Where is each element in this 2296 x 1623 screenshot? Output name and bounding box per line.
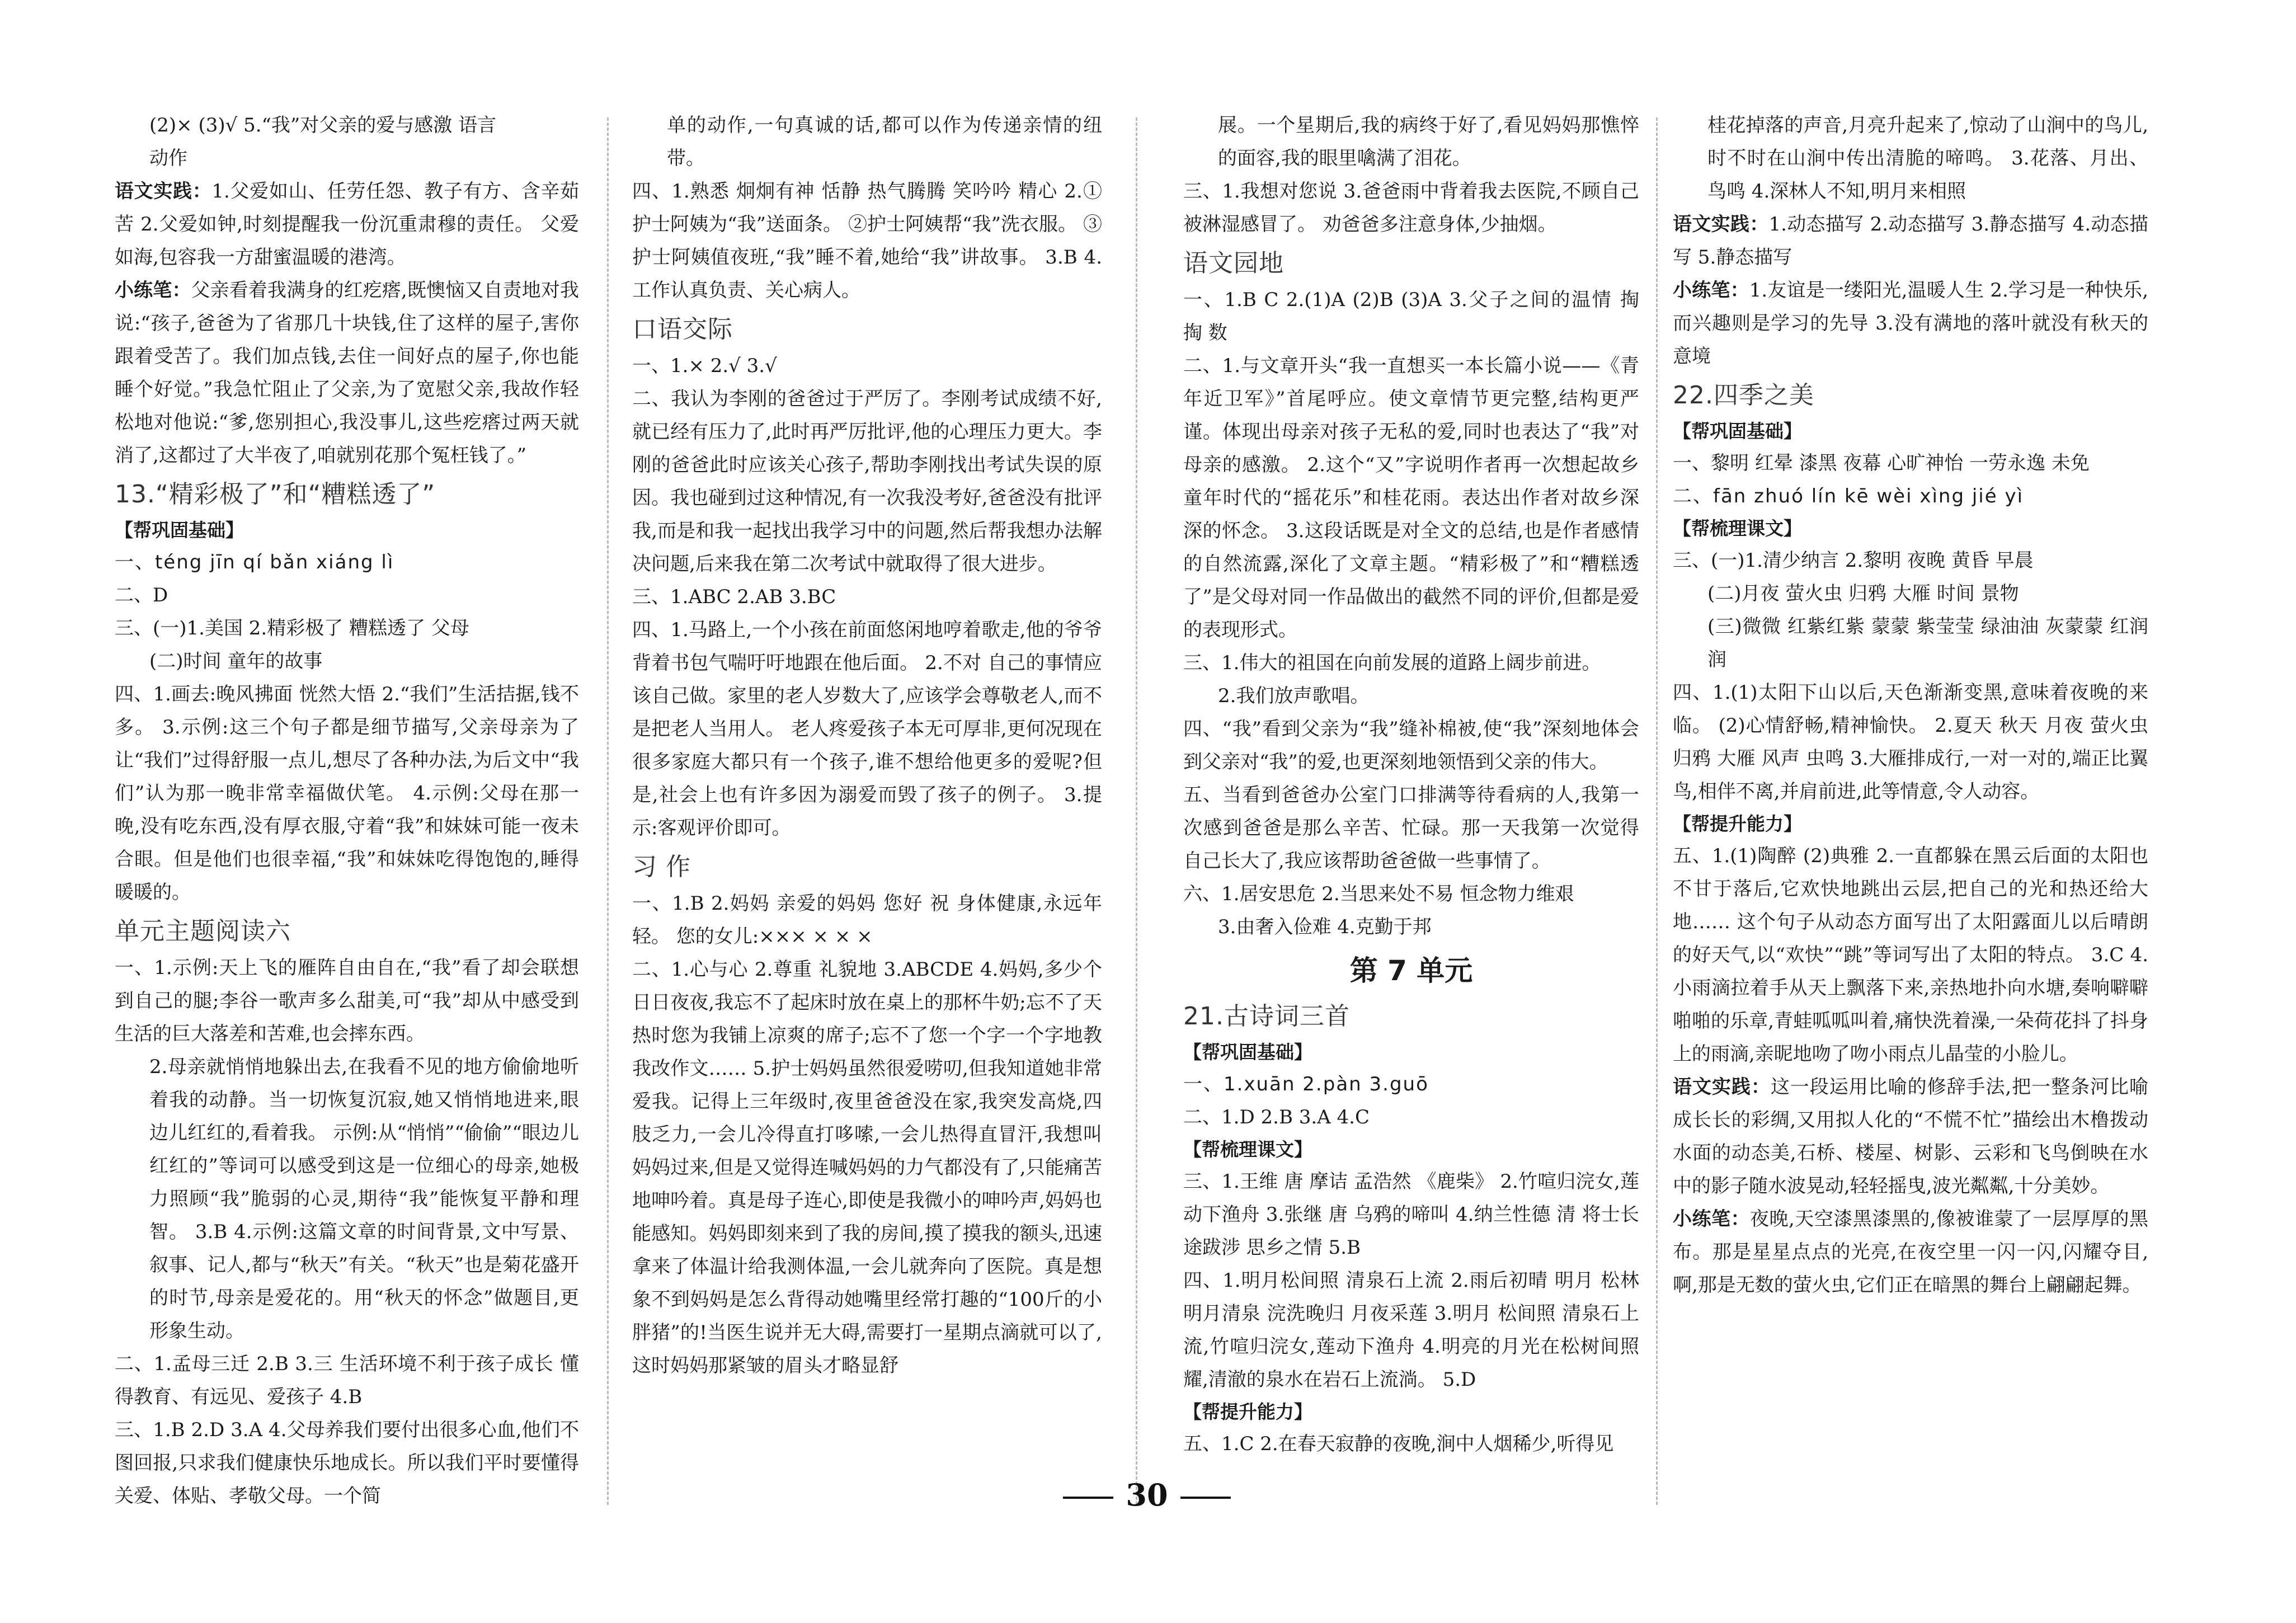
answer-line: 一、黎明 红晕 漆黑 夜幕 心旷神怡 一劳永逸 未免: [1673, 452, 2090, 474]
answer-line: 四、1.(1)太阳下山以后,天色渐渐变黑,意味着夜晚的来临。 (2)心情舒畅,精神愉快。 2.夏天 秋天 月夜 萤火虫 归鸦 大雁 风声 虫鸣 3.大雁排成行,一对一对的,端正比翼鸟,相伴不离,并肩前进,此等情意,令人动容。: [1673, 681, 2148, 803]
column-divider: [1656, 117, 1658, 1505]
writing-practice: [115, 274, 579, 472]
answer-line: 三、(一)1.美国 2.精彩极了 糟糕透了 父母: [115, 617, 469, 639]
answer-line: 一、1.× 2.√ 3.√: [632, 355, 777, 377]
answer-line: 三、(一)1.清少纳言 2.黎明 夜晚 黄昏 早晨: [1673, 549, 2034, 572]
answer-line: 二、fān zhuó lín kē wèi xìng jié yì: [1673, 485, 2024, 507]
answer-line: 二、1.心与心 2.尊重 礼貌地 3.ABCDE 4.妈妈,多少个日日夜夜,我忘不了起床时放在桌上的那杯牛奶;忘不了天热时您为我铺上凉爽的席子;忘不了您一个字一个字地教我改作文…… 5.护士妈妈虽然很爱唠叨,但我知道她非常爱我。记得上三年级时,夜里爸爸没在家,我突发高烧,四肢乏力,一会儿冷得直打哆嗦,一会儿热得直冒汗,我想叫妈妈过来,但是又觉得连喊妈妈的力气都没有了,只能痛苦地呻吟着。真是母子连心,即使是我微小的呻吟声,妈妈也能感知。妈妈即刻来到了我的房间,摸了摸我的额头,迅速拿来了体温计给我测体温,一会儿就奔向了医院。真是想象不到妈妈是怎么背得动她嘴里经常打趣的“100斤的小胖猪”的!当医生说并无大碍,需要打一星期点滴就可以了,这时妈妈那紧皱的眉头才略显舒: [632, 958, 1102, 1377]
yuwen-practice: [1673, 1071, 2148, 1203]
answer-line: 三、1.ABC 2.AB 3.BC: [632, 586, 836, 608]
column-divider: [1136, 117, 1137, 1505]
answer-text: 父亲看着我满身的红疙瘩,既懊恼又自责地对我说:“孩子,爸爸为了省那几十块钱,住了这样的屋子,害你跟着受苦了。我们加点钱,去住一间好点的屋子,你也能睡个好觉。”我急忙阻止了父亲,为了宽慰父亲,我故作轻松地对他说:“爹,您别担心,我没事儿,这些疙瘩过两天就消了,这都过了大半夜了,咱就别花那个冤枉钱了。”: [115, 279, 579, 467]
answer-text: 这一段运用比喻的修辞手法,把一整条河比喻成长长的彩绸,又用拟人化的“不慌不忙”描绘出木橹拨动水面的动态美,石桥、楼屋、树影、云彩和飞鸟倒映在水中的影子随水波晃动,轻轻摇曳,波光粼粼,十分美妙。: [1673, 1076, 2148, 1197]
section-label: 语文实践：: [1673, 213, 1769, 236]
answer-line: 3.由奢入俭难 4.克勤于邦: [1218, 916, 1432, 938]
answer-text: 1.动态描写 2.动态描写 3.静态描写 4.动态描写 5.静态描写: [1673, 213, 2148, 269]
section-title: 语文园地: [1183, 249, 1284, 277]
section-heading: 【帮梳理课文】: [1673, 518, 1802, 539]
answer-line: 六、1.居安思危 2.当思来处不易 恒念物力维艰: [1183, 883, 1574, 905]
answer-line: 四、“我”看到父亲为“我”缝补棉被,使“我”深刻地体会到父亲对“我”的爱,也更深刻地领悟到父亲的伟大。: [1183, 718, 1639, 773]
answer-text: 夜晚,天空漆黑漆黑的,像被谁蒙了一层厚厚的黑布。那是星星点点的光亮,在夜空里一闪一闪,闪耀夺目,啊,那是无数的萤火虫,它们正在暗黑的舞台上翩翩起舞。: [1673, 1208, 2148, 1296]
unit-heading: 第 7 单元: [1349, 954, 1473, 987]
section-label: 语文实践：: [1673, 1076, 1771, 1098]
yuwen-practice: [1673, 208, 2148, 274]
unit-reading-title: 单元主题阅读六: [115, 917, 291, 945]
answer-line: 一、1.B 2.妈妈 亲爱的妈妈 您好 祝 身体健康,永远年轻。 您的女儿:××× × × ×: [632, 892, 1102, 948]
answer-line: (三)微微 红紫红紫 蒙蒙 紫莹莹 绿油油 灰蒙蒙 红润润: [1707, 615, 2148, 671]
column-1: [115, 109, 579, 1519]
column-divider: [607, 117, 609, 1505]
section-heading: 【帮梳理课文】: [1183, 1139, 1312, 1160]
yuwen-practice: [115, 175, 579, 274]
section-heading: 【帮巩固基础】: [1183, 1041, 1312, 1063]
lesson-title: 13.“精彩极了”和“糟糕透了”: [115, 480, 436, 509]
answer-line: 五、1.C 2.在春天寂静的夜晚,涧中人烟稀少,听得见: [1183, 1433, 1614, 1455]
lesson-title: 22.四季之美: [1673, 381, 1814, 410]
answer-line: 2.我们放声歌唱。: [1218, 685, 1370, 707]
column-3: [1183, 109, 1639, 1519]
answer-line: 二、我认为李刚的爸爸过于严厉了。李刚考试成绩不好,就已经有压力了,此时再严厉批评,他的心理压力更大。李刚的爸爸此时应该关心孩子,帮助李刚找出考试失误的原因。我也碰到过这种情况,有一次我没考好,爸爸没有批评我,而是和我一起找出我学习中的问题,然后帮我想办法解决问题,后来我在第二次考试中就取得了很大进步。: [632, 388, 1102, 575]
answer-line: 单的动作,一句真诚的话,都可以作为传递亲情的纽带。: [667, 114, 1102, 170]
section-heading: 【帮提升能力】: [1673, 813, 1802, 835]
writing-practice: [1673, 274, 2148, 373]
answer-line: 二、1.孟母三迁 2.B 3.三 生活环境不利于孩子成长 懂得教育、有远见、爱孩子 4.B: [115, 1353, 579, 1408]
answer-line: 三、1.王维 唐 摩诘 孟浩然 《鹿柴》 2.竹喧归浣女,莲动下渔舟 3.张继 唐 乌鸦的啼叫 4.纳兰性德 清 将士长途跋涉 思乡之情 5.B: [1183, 1170, 1639, 1259]
answer-line: 一、téng jīn qí bǎn xiáng lì: [115, 551, 394, 573]
page-number: [1035, 1477, 1259, 1513]
answer-line: 二、1.D 2.B 3.A 4.C: [1183, 1106, 1370, 1128]
column-2: [632, 109, 1102, 1519]
section-heading: 【帮巩固基础】: [1673, 420, 1802, 442]
answer-text: 1.友谊是一缕阳光,温暖人生 2.学习是一种快乐,而兴趣则是学习的先导 3.没有满地的落叶就没有秋天的意境: [1673, 279, 2148, 368]
answer-line: 2.母亲就悄悄地躲出去,在我看不见的地方偷偷地听着我的动静。当一切恢复沉寂,她又悄悄地进来,眼边儿红红的,看着我。 示例:从“悄悄”“偷偷”“眼边儿红红的”等词可以感受到这是一位细心的母亲,她极力照顾“我”脆弱的心灵,期待“我”能恢复平静和理智。 3.B 4.示例:这篇文章的时间背景,文中写景、叙事、记人,都与“秋天”有关。“秋天”也是菊花盛开的时节,母亲是爱花的。用“秋天的怀念”做题目,更形象生动。: [149, 1056, 579, 1342]
lesson-title: 21.古诗词三首: [1183, 1002, 1350, 1031]
answer-line: 四、1.画去:晚风拂面 恍然大悟 2.“我们”生活拮据,钱不多。 3.示例:这三个句子都是细节描写,父亲母亲为了让“我们”过得舒服一点儿,想尽了各种办法,为后文中“我们”认为那一晚非常幸福做伏笔。 4.示例:父母在那一晚,没有吃东西,没有厚衣服,守着“我”和妹妹可能一夜未合眼。但是他们也很幸福,“我”和妹妹吃得饱饱的,睡得暖暖的。: [115, 683, 579, 904]
section-label: 小练笔：: [1673, 279, 1749, 302]
answer-line: 二、1.与文章开头“我一直想买一本长篇小说——《青年近卫军》”首尾呼应。使文章情节更完整,结构更严谨。体现出母亲对孩子无私的爱,同时也表达了“我”对母亲的感激。 2.这个“又”字说明作者再一次想起故乡童年时代的“摇花乐”和桂花雨。表达出作者对故乡深深的怀念。 3.这段话既是对全文的总结,也是作者感情的自然流露,深化了文章主题。“精彩极了”和“糟糕透了”是父母对同一作品做出的截然不同的评价,但都是爱的表现形式。: [1183, 355, 1639, 641]
answer-line: 二、D: [115, 584, 168, 606]
page-number-dash: [1063, 1497, 1113, 1499]
answer-line: 一、1.示例:天上飞的雁阵自由自在,“我”看了却会联想到自己的腿;李谷一歌声多么甜美,可“我”却从中感受到生活的巨大落差和苦难,也会摔东西。: [115, 957, 579, 1045]
page-number-dash: [1180, 1497, 1231, 1499]
answer-text: 1.父爱如山、任劳任怨、教子有方、含辛茹苦 2.父爱如钟,时刻提醒我一份沉重肃穆的责任。 父爱如海,包容我一方甜蜜温暖的港湾。: [115, 180, 579, 269]
section-title: 习 作: [632, 853, 691, 881]
section-label: 小练笔：: [1673, 1208, 1750, 1230]
answer-line: (2)× (3)√ 5.“我”对父亲的爱与感激 语言: [149, 114, 497, 137]
column-4: [1673, 109, 2148, 1519]
answer-line: 三、1.我想对您说 3.爸爸雨中背着我去医院,不顾自己被淋湿感冒了。 劝爸爸多注意身体,少抽烟。: [1183, 180, 1639, 236]
answer-line: 桂花掉落的声音,月亮升起来了,惊动了山涧中的鸟儿,时不时在山涧中传出清脆的啼鸣。 3.花落、月出、鸟鸣 4.深林人不知,明月来相照: [1707, 114, 2148, 203]
section-title: 口语交际: [632, 315, 733, 344]
answer-line: 四、1.熟悉 炯炯有神 恬静 热气腾腾 笑吟吟 精心 2.①护士阿姨为“我”送面条。 ②护士阿姨帮“我”洗衣服。 ③护士阿姨值夜班,“我”睡不着,她给“我”讲故事。 3.B 4.工作认真负责、关心病人。: [632, 180, 1102, 302]
answer-line: 五、当看到爸爸办公室门口排满等待看病的人,我第一次感到爸爸是那么辛苦、忙碌。那一天我第一次觉得自己长大了,我应该帮助爸爸做一些事情了。: [1183, 784, 1639, 872]
section-heading: 【帮巩固基础】: [115, 519, 244, 541]
section-label: 语文实践：: [115, 180, 212, 203]
answer-line: (二)时间 童年的故事: [149, 650, 323, 672]
answer-line: 五、1.(1)陶醉 (2)典雅 2.一直都躲在黑云后面的太阳也不甘于落后,它欢快地跳出云层,把自己的光和热还给大地…… 这个句子从动态方面写出了太阳露面儿以后晴朗的好天气,以“欢快”“跳”等词写出了太阳的特点。 3.C 4.小雨滴拉着手从天上飘落下来,亲热地扑向水塘,奏响噼噼啪啪的乐章,青蛙呱呱叫着,痛快洗着澡,一朵荷花抖了抖身上的雨滴,亲昵地吻了吻小雨点儿晶莹的小脸儿。: [1673, 845, 2148, 1065]
answer-line: 三、1.B 2.D 3.A 4.父母养我们要付出很多心血,他们不图回报,只求我们健康快乐地成长。所以我们平时要懂得关爱、体贴、孝敬父母。一个简: [115, 1419, 579, 1507]
writing-practice: [1673, 1203, 2148, 1302]
section-heading: 【帮提升能力】: [1183, 1401, 1312, 1423]
answer-line: 三、1.伟大的祖国在向前发展的道路上阔步前进。: [1183, 652, 1601, 674]
answer-line: 四、1.明月松间照 清泉石上流 2.雨后初晴 明月 松林 明月清泉 浣洗晚归 月夜采莲 3.明月 松间照 清泉石上流,竹喧归浣女,莲动下渔舟 4.明亮的月光在松树间照耀,清澈的泉水在岩石上流淌。 5.D: [1183, 1269, 1639, 1391]
answer-line: 动作: [149, 147, 187, 170]
answer-line: (二)月夜 萤火虫 归鸦 大雁 时间 景物: [1707, 582, 2019, 605]
page-number-text: 30: [1126, 1477, 1168, 1513]
answer-line: 一、1.B C 2.(1)A (2)B (3)A 3.父子之间的温情 掏 掏 数: [1183, 289, 1639, 344]
answer-line: 展。一个星期后,我的病终于好了,看见妈妈那憔悴的面容,我的眼里噙满了泪花。: [1218, 114, 1639, 170]
answer-line: 一、1.xuān 2.pàn 3.guō: [1183, 1073, 1429, 1095]
answer-line: 四、1.马路上,一个小孩在前面悠闲地哼着歌走,他的爷爷背着书包气喘吁吁地跟在他后面。 2.不对 自己的事情应该自己做。家里的老人岁数大了,应该学会尊敬老人,而不是把老人当用人。 老人疼爱孩子本无可厚非,更何况现在很多家庭大都只有一个孩子,谁不想给他更多的爱呢?但是,社会上也有许多因为溺爱而毁了孩子的例子。 3.提示:客观评价即可。: [632, 619, 1102, 839]
section-label: 小练笔：: [115, 279, 191, 302]
